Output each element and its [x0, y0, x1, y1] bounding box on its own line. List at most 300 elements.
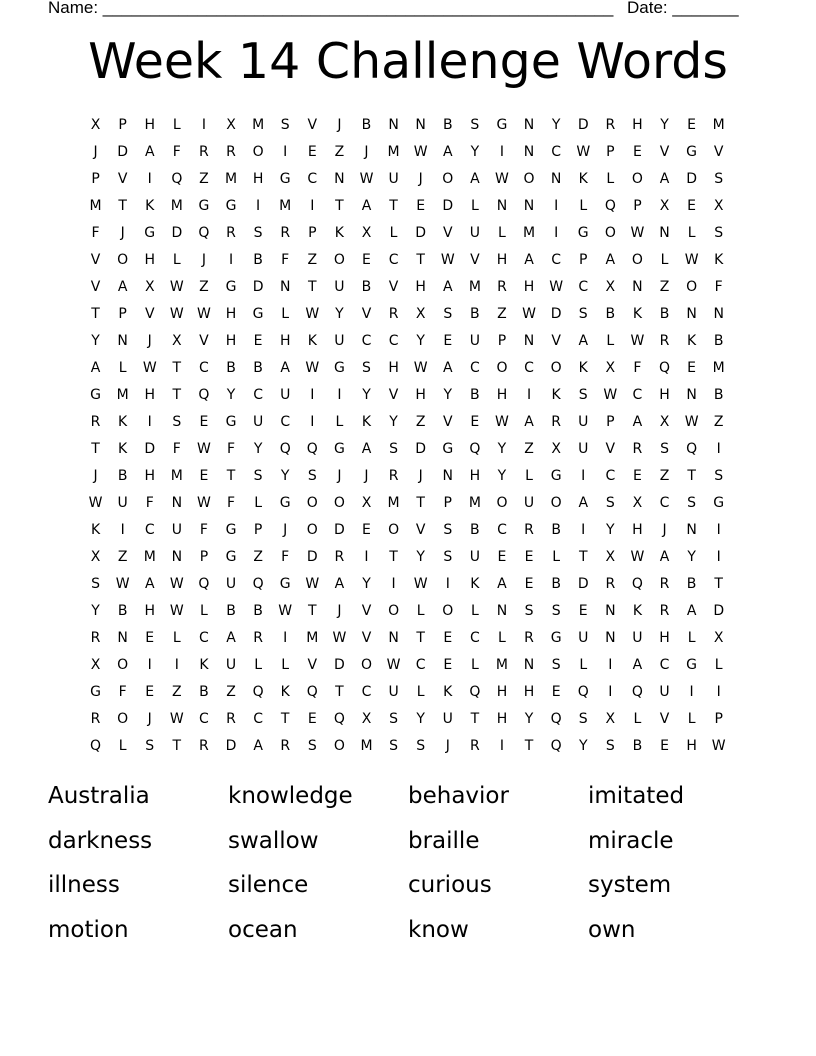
grid-letter: T [226, 468, 236, 484]
word-bank-item: braille [408, 827, 480, 854]
grid-row [82, 355, 734, 382]
grid-letter: E [632, 468, 642, 484]
grid-letter: A [253, 738, 263, 754]
grid-letter: U [225, 657, 237, 673]
grid-letter: F [633, 360, 642, 376]
grid-letter: S [91, 576, 100, 592]
grid-letter: M [170, 198, 183, 214]
grid-letter: I [716, 684, 721, 700]
grid-letter: J [364, 468, 369, 484]
grid-letter: G [279, 171, 291, 187]
grid-letter: R [551, 414, 561, 430]
grid-letter: L [335, 414, 344, 430]
grid-letter: E [687, 360, 697, 376]
grid-letter: R [524, 630, 534, 646]
grid-letter: S [443, 306, 453, 322]
grid-letter: J [147, 333, 152, 349]
grid-letter: W [278, 603, 293, 619]
grid-letter: A [117, 279, 128, 295]
grid-letter: A [524, 414, 534, 430]
grid-letter: B [470, 306, 480, 322]
grid-letter: Z [659, 279, 670, 295]
grid-row [82, 544, 734, 571]
grid-row [82, 571, 734, 598]
grid-letter: U [578, 630, 589, 646]
grid-letter: N [713, 306, 724, 322]
grid-letter: K [280, 684, 290, 700]
grid-letter: K [551, 387, 561, 403]
grid-letter: K [199, 657, 209, 673]
grid-letter: S [660, 441, 669, 457]
word-bank-item: imitated [588, 783, 685, 809]
grid-letter: S [714, 468, 724, 484]
grid-letter: Q [171, 171, 183, 187]
grid-letter: I [716, 522, 721, 538]
grid-letter: P [118, 117, 127, 133]
grid-letter: T [335, 198, 344, 214]
grid-letter: H [252, 171, 264, 187]
grid-letter: B [632, 738, 643, 754]
grid-letter: T [416, 495, 425, 511]
grid-letter: E [470, 414, 480, 430]
grid-letter: L [687, 225, 696, 241]
grid-letter: Y [660, 117, 669, 133]
grid-letter: A [144, 576, 155, 592]
name-field-label: Name: ______________________________________________________ [48, 0, 614, 17]
grid-letter: L [714, 657, 723, 673]
grid-letter: Y [578, 738, 588, 754]
grid-letter: P [253, 522, 263, 538]
grid-letter: Q [252, 576, 264, 592]
grid-letter: R [90, 630, 101, 646]
grid-letter: V [307, 657, 318, 673]
word-bank-item: know [408, 916, 469, 943]
grid-letter: Y [91, 333, 100, 349]
grid-letter: X [659, 414, 670, 430]
grid-letter: X [361, 495, 372, 511]
grid-letter: X [659, 198, 670, 214]
grid-letter: D [577, 117, 589, 133]
grid-letter: A [280, 360, 290, 376]
grid-letter: R [90, 711, 101, 727]
grid-letter: O [686, 279, 698, 295]
grid-letter: S [714, 171, 724, 187]
grid-letter: T [389, 549, 398, 565]
grid-letter: S [389, 738, 399, 754]
grid-letter: E [253, 333, 263, 349]
grid-row [82, 247, 734, 274]
grid-letter: S [524, 603, 534, 619]
grid-letter: U [578, 441, 589, 457]
grid-letter: C [361, 684, 372, 700]
grid-letter: C [415, 657, 426, 673]
grid-letter: Y [226, 387, 236, 403]
grid-letter: W [413, 360, 428, 376]
grid-letter: H [225, 306, 237, 322]
grid-letter: L [389, 225, 398, 241]
grid-letter: G [496, 117, 508, 133]
grid-letter: R [199, 144, 209, 160]
grid-letter: D [577, 576, 589, 592]
grid-letter: K [687, 333, 697, 349]
grid-letter: M [468, 495, 481, 511]
grid-letter: O [333, 738, 345, 754]
grid-letter: C [199, 630, 209, 646]
grid-letter: E [524, 576, 534, 592]
grid-letter: Y [416, 549, 425, 565]
grid-letter: W [603, 387, 618, 403]
grid-letter: C [280, 414, 291, 430]
grid-letter: Y [551, 117, 561, 133]
grid-letter: H [496, 684, 508, 700]
grid-letter: J [337, 117, 342, 133]
grid-letter: P [606, 144, 615, 160]
word-bank-item: system [588, 872, 672, 898]
grid-row [82, 625, 734, 652]
grid-letter: N [415, 117, 426, 133]
grid-letter: W [197, 495, 211, 511]
grid-letter: Y [335, 306, 344, 322]
grid-letter: V [415, 522, 426, 538]
grid-letter: S [389, 711, 399, 727]
grid-letter: B [713, 387, 724, 403]
grid-letter: D [306, 549, 318, 565]
grid-letter: G [225, 198, 237, 214]
grid-letter: V [361, 603, 372, 619]
word-bank-item: behavior [408, 783, 509, 809]
grid-letter: H [388, 360, 399, 376]
grid-letter: V [442, 225, 453, 241]
grid-letter: C [253, 387, 263, 403]
grid-letter: L [254, 495, 263, 511]
grid-letter: E [199, 414, 209, 430]
grid-row [82, 220, 734, 247]
grid-letter: L [687, 630, 696, 646]
grid-letter: N [279, 279, 291, 295]
grid-letter: C [388, 252, 399, 268]
grid-letter: G [333, 360, 345, 376]
grid-letter: S [551, 603, 561, 619]
grid-letter: W [630, 333, 645, 349]
grid-letter: H [144, 603, 155, 619]
grid-letter: C [659, 495, 670, 511]
grid-letter: K [578, 360, 588, 376]
grid-letter: D [252, 279, 264, 295]
grid-letter: L [633, 711, 642, 727]
grid-letter: F [91, 225, 100, 241]
grid-letter: I [445, 576, 450, 592]
grid-letter: H [632, 522, 643, 538]
grid-letter: I [120, 522, 125, 538]
grid-letter: F [281, 549, 290, 565]
grid-letter: N [523, 657, 535, 673]
grid-letter: T [714, 576, 723, 592]
grid-letter: F [714, 279, 723, 295]
grid-letter: K [145, 198, 155, 214]
grid-letter: A [659, 549, 670, 565]
grid-letter: B [551, 522, 561, 538]
grid-letter: A [497, 576, 507, 592]
grid-letter: S [605, 738, 615, 754]
grid-letter: H [496, 711, 508, 727]
grid-letter: U [469, 333, 480, 349]
grid-letter: R [659, 576, 670, 592]
header [0, 0, 816, 20]
grid-letter: A [524, 252, 534, 268]
grid-row [82, 301, 734, 328]
grid-letter: W [169, 603, 184, 619]
grid-letter: X [713, 198, 724, 214]
grid-letter: R [226, 144, 236, 160]
grid-letter: A [442, 279, 453, 295]
grid-letter: A [442, 360, 453, 376]
grid-letter: O [117, 252, 129, 268]
grid-letter: Y [497, 468, 507, 484]
grid-letter: X [605, 360, 616, 376]
grid-letter: W [169, 576, 184, 592]
grid-letter: E [307, 144, 317, 160]
grid-letter: I [716, 441, 721, 457]
grid-letter: J [337, 468, 342, 484]
grid-letter: G [279, 495, 291, 511]
grid-letter: I [147, 657, 152, 673]
grid-row [82, 652, 734, 679]
grid-row [82, 679, 734, 706]
grid-letter: Q [469, 684, 481, 700]
grid-letter: H [496, 387, 508, 403]
grid-letter: W [305, 576, 320, 592]
grid-letter: I [147, 414, 152, 430]
grid-letter: V [605, 441, 616, 457]
grid-letter: H [144, 252, 155, 268]
grid-letter: S [578, 306, 588, 322]
grid-letter: I [364, 549, 369, 565]
grid-letter: N [388, 117, 399, 133]
grid-letter: U [523, 495, 535, 511]
grid-letter: Y [687, 549, 696, 565]
grid-letter: L [606, 171, 615, 187]
grid-letter: S [145, 738, 155, 754]
grid-letter: W [413, 576, 428, 592]
grid-letter: V [659, 711, 670, 727]
grid-letter: S [307, 468, 317, 484]
grid-letter: P [199, 549, 209, 565]
grid-letter: U [388, 171, 399, 187]
grid-letter: O [333, 495, 345, 511]
word-bank-item: ocean [228, 916, 298, 943]
grid-row [82, 706, 734, 733]
grid-letter: G [144, 225, 156, 241]
grid-letter: N [605, 630, 616, 646]
grid-letter: L [552, 549, 561, 565]
grid-letter: Z [497, 306, 507, 322]
grid-letter: E [307, 711, 317, 727]
grid-row [82, 598, 734, 625]
grid-letter: X [415, 306, 426, 322]
grid-letter: I [201, 117, 206, 133]
grid-letter: C [388, 333, 399, 349]
grid-letter: V [90, 252, 101, 268]
grid-letter: A [470, 171, 480, 187]
grid-letter: O [550, 495, 562, 511]
grid-letter: J [201, 252, 206, 268]
grid-letter: M [387, 495, 400, 511]
grid-letter: U [252, 414, 264, 430]
grid-letter: R [605, 117, 616, 133]
grid-letter: R [659, 603, 670, 619]
grid-letter: A [605, 252, 616, 268]
grid-letter: M [279, 198, 292, 214]
grid-letter: X [605, 279, 616, 295]
grid-letter: X [632, 495, 643, 511]
grid-letter: L [118, 360, 127, 376]
grid-letter: E [687, 117, 697, 133]
grid-letter: W [332, 630, 347, 646]
grid-letter: E [497, 549, 507, 565]
grid-letter: A [144, 144, 155, 160]
grid-letter: W [495, 171, 509, 187]
grid-letter: W [522, 306, 536, 322]
grid-letter: C [551, 252, 562, 268]
grid-letter: C [253, 711, 263, 727]
grid-letter: T [416, 252, 425, 268]
page-title: Week 14 Challenge Words [88, 33, 728, 90]
grid-letter: F [172, 144, 181, 160]
grid-letter: E [199, 468, 209, 484]
grid-letter: R [632, 441, 643, 457]
grid-letter: F [145, 495, 154, 511]
grid-letter: X [605, 711, 616, 727]
grid-letter: G [198, 198, 210, 214]
date-field-label: Date: _______ [627, 0, 739, 17]
grid-letter: A [578, 333, 589, 349]
grid-letter: J [662, 522, 667, 538]
grid-letter: I [608, 657, 613, 673]
grid-letter: C [632, 387, 643, 403]
grid-letter: Y [253, 441, 263, 457]
grid-letter: R [199, 738, 209, 754]
grid-letter: N [496, 198, 508, 214]
grid-letter: X [90, 117, 101, 133]
grid-letter: T [524, 738, 534, 754]
grid-letter: V [388, 387, 399, 403]
word-bank-item: silence [228, 872, 309, 898]
grid-letter: H [144, 387, 155, 403]
grid-row [82, 517, 734, 544]
grid-letter: Z [334, 144, 345, 160]
grid-letter: I [554, 198, 559, 214]
grid-letter: X [226, 117, 236, 133]
grid-letter: R [253, 630, 263, 646]
grid-letter: W [359, 171, 374, 187]
grid-letter: A [442, 144, 453, 160]
grid-letter: U [334, 333, 345, 349]
grid-letter: K [578, 171, 588, 187]
grid-letter: E [443, 630, 453, 646]
grid-letter: V [199, 333, 209, 349]
grid-letter: B [361, 117, 372, 133]
grid-letter: W [169, 711, 184, 727]
grid-letter: O [631, 171, 643, 187]
grid-letter: L [687, 711, 696, 727]
grid-letter: M [306, 630, 319, 646]
grid-letter: G [550, 468, 562, 484]
grid-letter: S [443, 522, 453, 538]
grid-letter: V [117, 171, 128, 187]
grid-letter: K [714, 252, 724, 268]
grid-letter: L [118, 738, 127, 754]
grid-letter: E [145, 630, 155, 646]
grid-letter: E [578, 603, 588, 619]
grid-letter: K [470, 576, 480, 592]
grid-letter: W [549, 279, 564, 295]
grid-letter: F [172, 441, 181, 457]
grid-letter: O [442, 603, 454, 619]
grid-letter: I [499, 738, 505, 754]
grid-letter: G [90, 387, 101, 403]
grid-letter: H [632, 117, 643, 133]
grid-letter: J [147, 711, 152, 727]
grid-letter: H [659, 630, 670, 646]
grid-letter: E [687, 198, 697, 214]
grid-letter: I [608, 684, 613, 700]
grid-letter: K [118, 414, 128, 430]
grid-letter: J [93, 144, 98, 160]
grid-letter: G [577, 225, 589, 241]
grid-letter: Q [279, 441, 291, 457]
grid-letter: J [93, 468, 98, 484]
grid-letter: T [308, 603, 317, 619]
grid-letter: B [226, 360, 236, 376]
grid-letter: C [551, 144, 562, 160]
grid-letter: C [605, 468, 616, 484]
grid-letter: M [224, 171, 238, 187]
grid-letter: U [117, 495, 128, 511]
grid-letter: B [659, 306, 670, 322]
grid-letter: Q [550, 711, 562, 727]
grid-letter: S [280, 117, 290, 133]
grid-letter: T [118, 198, 127, 214]
grid-letter: N [523, 198, 535, 214]
grid-letter: Z [226, 684, 236, 700]
grid-letter: B [361, 279, 372, 295]
grid-letter: I [256, 198, 261, 214]
grid-letter: J [418, 171, 423, 187]
grid-letter: Y [280, 468, 290, 484]
grid-letter: T [91, 306, 100, 322]
grid-letter: B [117, 468, 128, 484]
grid-letter: K [632, 306, 643, 322]
grid-row [82, 382, 734, 409]
grid-letter: G [279, 576, 291, 592]
grid-letter: X [361, 225, 372, 241]
grid-letter: V [470, 252, 480, 268]
grid-letter: Y [470, 144, 480, 160]
word-bank-item: own [588, 916, 636, 943]
grid-letter: X [90, 657, 101, 673]
grid-letter: D [144, 441, 156, 457]
grid-letter: R [524, 522, 534, 538]
grid-letter: T [280, 711, 290, 727]
grid-letter: K [118, 441, 128, 457]
grid-letter: Y [362, 387, 371, 403]
grid-letter: L [525, 468, 533, 484]
grid-letter: P [91, 171, 100, 187]
grid-letter: V [442, 414, 453, 430]
grid-letter: O [117, 657, 129, 673]
grid-row [82, 274, 734, 301]
grid-letter: Y [389, 414, 398, 430]
